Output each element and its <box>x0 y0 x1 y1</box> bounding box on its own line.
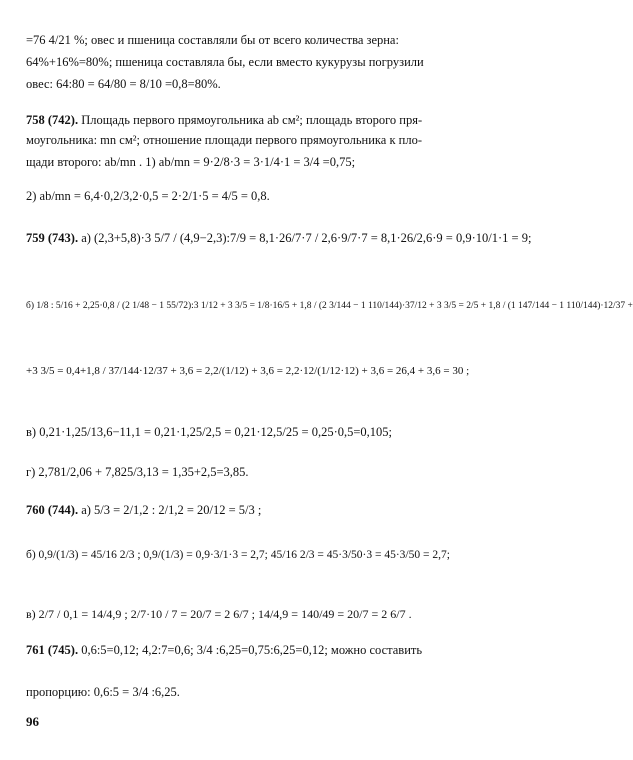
line-l2 <box>26 56 466 69</box>
problem-758-line1 <box>26 114 466 127</box>
problem-758-line2 <box>26 134 466 147</box>
line-text: 64%+16%=80%; пшеница составляла бы, если вместо кукурузы погрузили <box>26 55 424 69</box>
problem-number: 760 (744). <box>26 503 79 517</box>
problem-759-e <box>26 466 466 479</box>
line-text: б) 1/8 : 5/16 + 2,25·0,8 / (2 1/48 − 1 55/72):3 1/12 + 3 3/5 = 1/8·16/5 + 1,8 / (2 3/144 − 1 110/144)·37/12 + 3 3/5 = 2/5 + 1,8 / (1 147/144 − 1 110/144)·12/37 + <box>26 301 633 311</box>
line-text: 0,6:5=0,12; 4,2:7=0,6; 3/4 :6,25=0,75:6,25=0,12; можно составить <box>81 643 423 657</box>
line-text: б) 0,9/(1/3) = 45/16 2/3 ; 0,9/(1/3) = 0,9·3/1·3 = 2,7; 45/16 2/3 = 45·3/50·3 = 45·3/50 = 2,7; <box>26 549 450 561</box>
line-text: =76 4/21 %; овес и пшеница составляли бы от всего количества зерна: <box>26 33 399 47</box>
problem-761-line2 <box>26 686 466 699</box>
problem-number: 758 (742). <box>26 113 79 127</box>
line-text: 2) ab/mn = 6,4·0,2/3,2·0,5 = 2·2/1·5 = 4/5 = 0,8. <box>26 189 270 203</box>
problem-759-b <box>26 301 633 312</box>
problem-760-c <box>26 608 466 620</box>
line-text: пропорцию: 0,6:5 = 3/4 :6,25. <box>26 685 180 699</box>
line-l1 <box>26 34 466 47</box>
problem-759-d <box>26 426 466 439</box>
line-l3 <box>26 78 466 91</box>
problem-number: 759 (743). <box>26 231 79 245</box>
line-text: овес: 64:80 = 64/80 = 8/10 =0,8=80%. <box>26 77 221 91</box>
line-text: а) 5/3 = 2/1,2 : 2/1,2 = 20/12 = 5/3 ; <box>81 503 262 517</box>
line-text: г) 2,781/2,06 + 7,825/3,13 = 1,35+2,5=3,85. <box>26 465 249 479</box>
problem-758-line4 <box>26 190 466 203</box>
line-text: в) 0,21·1,25/13,6−11,1 = 0,21·1,25/2,5 = 0,21·12,5/25 = 0,25·0,5=0,105; <box>26 425 393 439</box>
line-text: щади второго: ab/mn . 1) ab/mn = 9·2/8·3 = 3·1/4·1 = 3/4 =0,75; <box>26 155 356 169</box>
problem-761-line1 <box>26 644 466 657</box>
page-number: 96 <box>26 714 39 729</box>
problem-758-line3 <box>26 156 466 169</box>
problem-760-b <box>26 550 466 562</box>
problem-759-c <box>26 365 470 377</box>
line-text: +3 3/5 = 0,4+1,8 / 37/144·12/37 + 3,6 = 2,2/(1/12) + 3,6 = 2,2·12/(1/12·12) + 3,6 = 26,4 + 3,6 = 30 ; <box>26 365 470 377</box>
line-text: моугольника: mn см²; отношение площади первого прямоугольника к пло- <box>26 133 423 147</box>
problem-759-a <box>26 231 532 245</box>
problem-number: 761 (745). <box>26 643 79 657</box>
problem-760-a <box>26 504 466 517</box>
line-text: а) (2,3+5,8)·3 5/7 / (4,9−2,3):7/9 = 8,1·26/7·7 / 2,6·9/7·7 = 8,1·26/2,6·9 = 0,9·10/1·1 = 9; <box>81 231 532 245</box>
line-text: Площадь первого прямоугольника ab см²; площадь второго пря- <box>81 113 423 127</box>
line-text: в) 2/7 / 0,1 = 14/4,9 ; 2/7·10 / 7 = 20/7 = 2 6/7 ; 14/4,9 = 140/49 = 20/7 = 2 6/7 . <box>26 607 412 621</box>
